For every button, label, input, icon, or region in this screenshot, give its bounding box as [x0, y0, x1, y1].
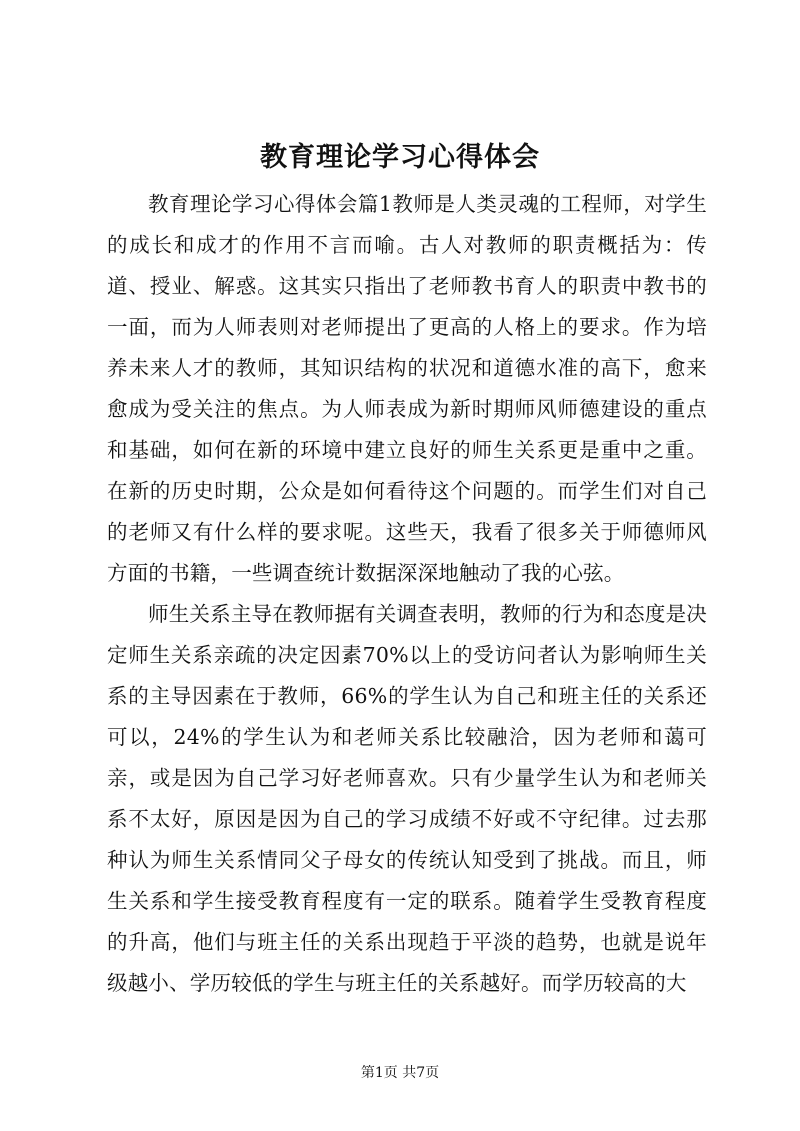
paragraph-2: 师生关系主导在教师据有关调查表明，教师的行为和态度是决定师生关系亲疏的决定因素70%以上的受访问者认为影响师生关系的主导因素在于教师，66%的学生认为自己和班主任的关系还可以，24%的学生认为和老师关系比较融洽，因为老师和蔼可亲，或是因为自己学习好老师喜欢。只有少量学生认为和老师关系不太好，原因是因为自己的学习成绩不好或不守纪律。过去那种认为师生关系情同父子母女的传统认知受到了挑战。而且，师生关系和学生接受教育程度有一定的联系。随着学生受教育程度的升高，他们与班主任的关系出现趋于平淡的趋势，也就是说年级越小、学历较低的学生与班主任的关系越好。而学历较高的大 [107, 602, 707, 995]
page-number-footer: 第1页 共7页 [360, 1065, 440, 1081]
paragraph-1: 教育理论学习心得体会篇1教师是人类灵魂的工程师，对学生的成长和成才的作用不言而喻。古人对教师的职责概括为：传道、授业、解惑。这其实只指出了老师教书育人的职责中教书的一面，而为人师表则对老师提出了更高的人格上的要求。作为培养未来人才的教师，其知识结构的状况和道德水准的高下，愈来愈成为受关注的焦点。为人师表成为新时期师风师德建设的重点和基础，如何在新的环境中建立良好的师生关系更是重中之重。在新的历史时期，公众是如何看待这个问题的。而学生们对自己的老师又有什么样的要求呢。这些天，我看了很多关于师德师风方面的书籍，一些调查统计数据深深地触动了我的心弦。 [107, 192, 707, 585]
document-body [107, 184, 707, 1004]
document-title: 教育理论学习心得体会 [260, 142, 540, 173]
